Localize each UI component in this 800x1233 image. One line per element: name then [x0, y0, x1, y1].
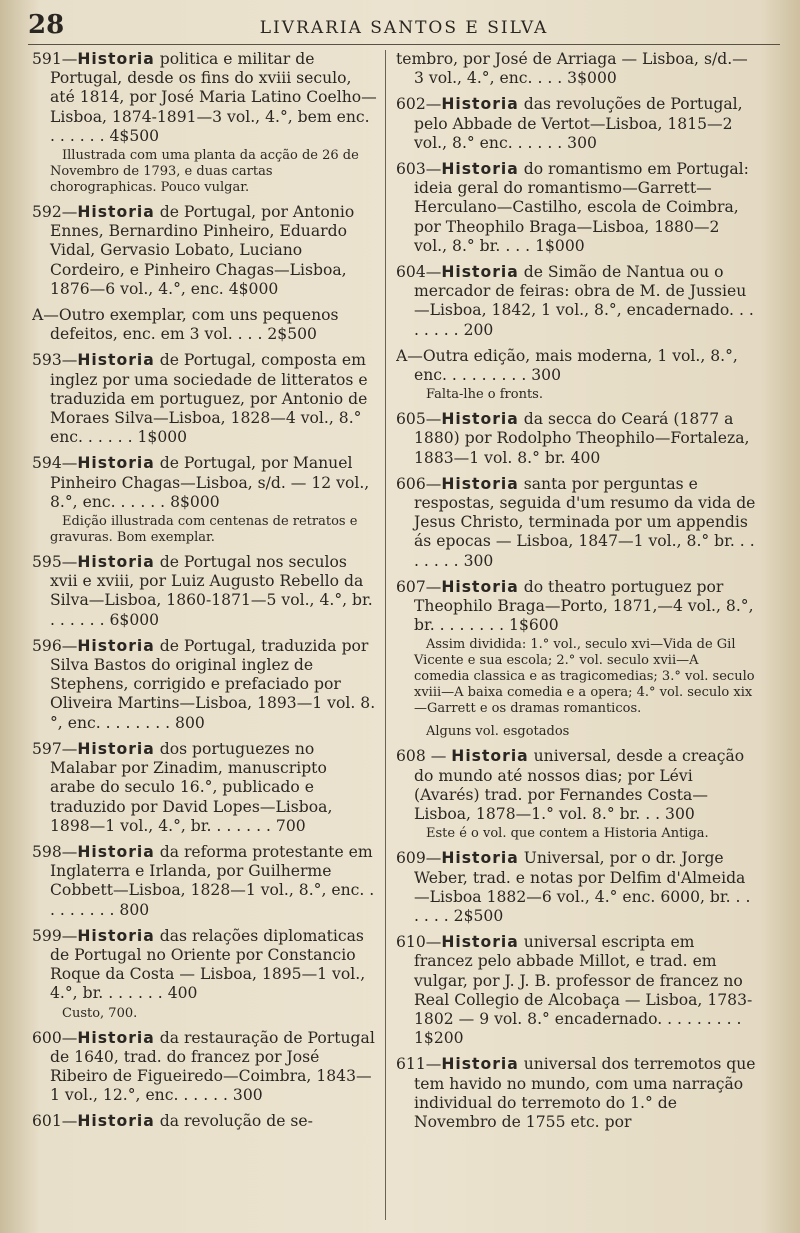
- running-title: LIVRARIA SANTOS E SILVA: [259, 18, 549, 38]
- entry-note: Assim dividida: 1.° vol., seculo xvi—Vida de Gil Vicente e sua escola; 2.° vol. seculo xvii—A comedia classica e as tragicomedias; 3.° vol. seculo xviii—A baixa comedia e a opera; 4.° vol. seculo xix—Garrett e os dramas romanticos.: [414, 637, 755, 717]
- entry-number: 599—: [32, 926, 78, 945]
- entry-number: 601—: [32, 1112, 78, 1131]
- entry-heading: Historia: [77, 553, 155, 572]
- catalog-entry: [396, 578, 756, 718]
- page-number: 28: [28, 10, 65, 40]
- entry-heading: Historia: [441, 1055, 519, 1074]
- entry-heading: Historia: [441, 95, 519, 114]
- entry-heading: Historia: [77, 351, 155, 370]
- entry-number: 594—: [32, 454, 78, 473]
- entry-number: 596—: [32, 636, 78, 655]
- entry-description: de Portugal, por Manuel Pinheiro Chagas—Lisboa, s/d. — 12 vol., 8.°, enc. . . . . . 8$000: [50, 454, 370, 511]
- entry-number: 607—: [396, 577, 442, 596]
- entry-number: 604—: [396, 263, 442, 282]
- catalog-entry: [396, 50, 756, 88]
- entry-number: 610—: [396, 933, 442, 952]
- entry-description: politica e militar de Portugal, desde os fins do xviii seculo, até 1814, por José Maria Latino Coelho—Lisboa, 1874-1891—3 vol., 4.°, bem enc. . . . . . . 4$500: [50, 50, 377, 145]
- catalog-entry: [396, 347, 756, 403]
- entry-note: Alguns vol. esgotados: [426, 724, 570, 740]
- page-header: [28, 8, 780, 45]
- entry-note: Falta-lhe o fronts.: [426, 387, 543, 403]
- entry-description: da reforma protestante em Inglaterra e Irlanda, por Guilherme Cobbett—Lisboa, 1828—1 vol., 8.°, enc. . . . . . . . . 800: [50, 842, 375, 919]
- entry-description: de Portugal nos seculos xvii e xviii, por Luiz Augusto Rebello da Silva—Lisboa, 1860-1871—5 vol., 4.°, br. . . . . . . 6$000: [50, 553, 373, 629]
- entry-description: de Simão de Nantua ou o mercador de feiras: obra de M. de Jussieu—Lisboa, 1842, 1 vol., 8.°, encadernado. . . . . . . . 200: [414, 263, 754, 339]
- right-column: [396, 50, 756, 1220]
- entry-description: Outra edição, mais moderna, 1 vol., 8.°, enc. . . . . . . . . 300: [414, 346, 738, 385]
- entry-heading: Historia: [77, 636, 155, 655]
- entry-heading: Historia: [441, 410, 519, 429]
- entry-note: Illustrada com uma planta da acção de 26 de Novembro de 1793, e duas cartas chorographicas. Pouco vulgar.: [50, 148, 359, 196]
- entry-heading: Historia: [441, 263, 519, 282]
- entry-description: das relações diplomaticas de Portugal no Oriente por Constancio Roque da Costa — Lisboa, 1895—1 vol., 4.°, br. . . . . . . 400: [50, 926, 366, 1003]
- entry-heading: Historia: [441, 933, 519, 952]
- entry-description: da restauração de Portugal de 1640, trad. do francez por José Ribeiro de Figueiredo—Coimbra, 1843—1 vol., 12.°, enc. . . . . . 300: [50, 1028, 375, 1105]
- catalog-entry: [32, 927, 377, 1022]
- catalog-entry: [396, 160, 756, 256]
- entry-note: Este é o vol. que contem a Historia Antiga.: [426, 826, 709, 842]
- catalog-entry: [32, 203, 377, 299]
- entry-description: de Portugal, composta em inglez por uma sociedade de litteratos e traduzida em portuguez, por Antonio de Moraes Silva—Lisboa, 1828—4 vol., 8.° enc. . . . . . 1$000: [50, 351, 368, 447]
- entry-heading: Historia: [77, 1028, 155, 1047]
- entry-heading: Historia: [77, 1112, 155, 1131]
- entry-number: 606—: [396, 474, 442, 493]
- entry-number: 603—: [396, 160, 442, 179]
- entry-number: 600—: [32, 1028, 78, 1047]
- entry-description: do theatro portuguez por Theophilo Braga—Porto, 1871,—4 vol., 8.°, br. . . . . . . . 1$600: [414, 577, 754, 635]
- entry-description: de Portugal, por Antonio Ennes, Bernardino Pinheiro, Eduardo Vidal, Gervasio Lobato, Luciano Cordeiro, e Pinheiro Chagas—Lisboa, 1876—6 vol., 4.°, enc. 4$000: [50, 203, 355, 298]
- entry-number: 609—: [396, 849, 442, 868]
- entry-number: A—: [396, 346, 423, 365]
- entry-description: de Portugal, traduzida por Silva Bastos do original inglez de Stephens, corrigido e prefaciado por Oliveira Martins—Lisboa, 1893—1 vol. 8.°, enc. . . . . . . . 800: [50, 636, 376, 732]
- entry-description: universal escripta em francez pelo abbade Millot, e trad. em vulgar, por J. J. B. professor de francez no Real Collegio de Alcobaça — Lisboa, 1783-1802 — 9 vol. 8.° encadernado. . . . . . . . . 1$200: [414, 933, 753, 1048]
- entry-number: 593—: [32, 351, 78, 370]
- entry-number: 602—: [396, 95, 442, 114]
- entry-heading: Historia: [451, 747, 529, 766]
- entry-heading: Historia: [77, 203, 155, 222]
- entry-description: dos portuguezes no Malabar por Zinadim, manuscripto arabe do seculo 16.°, publicado e traduzido por David Lopes—Lisboa, 1898—1 vol., 4.°, br. . . . . . . 700: [50, 739, 333, 835]
- catalog-entry: [32, 50, 377, 196]
- entry-number: 597—: [32, 739, 78, 758]
- catalog-entry: [396, 747, 756, 842]
- entry-number: 611—: [396, 1055, 442, 1074]
- entry-number: 605—: [396, 410, 442, 429]
- entry-number: A—: [32, 306, 59, 325]
- entry-number: 592—: [32, 203, 78, 222]
- catalog-entry: [396, 410, 756, 468]
- entry-number: 598—: [32, 842, 78, 861]
- catalog-entry: [396, 263, 756, 340]
- catalog-entry: [32, 740, 377, 836]
- entry-note: Edição illustrada com centenas de retratos e gravuras. Bom exemplar.: [50, 514, 358, 546]
- catalog-entry: [396, 933, 756, 1048]
- entry-description: Outro exemplar, com uns pequenos defeitos, enc. em 3 vol. . . . 2$500: [50, 306, 339, 344]
- entry-heading: Historia: [77, 842, 155, 861]
- catalog-entry: [396, 95, 756, 153]
- entry-heading: Historia: [441, 849, 519, 868]
- entry-description: da revolução de se-: [154, 1112, 313, 1131]
- entry-number: 595—: [32, 553, 78, 572]
- catalog-entry: [32, 454, 377, 546]
- entry-number: 608 —: [396, 747, 452, 766]
- entry-heading: Historia: [441, 474, 519, 493]
- entry-description: do romantismo em Portugal: ideia geral do romantismo—Garrett—Herculano—Castilho, escola de Coimbra, por Theophilo Braga—Lisboa, 1880—2 vol., 8.° br. . . . 1$000: [414, 160, 749, 255]
- entry-heading: Historia: [77, 739, 155, 758]
- catalog-entry: [32, 351, 377, 447]
- entry-description: tembro, por José de Arriaga — Lisboa, s/d.—3 vol., 4.°, enc. . . . 3$000: [396, 50, 748, 88]
- catalog-entry: [32, 1029, 377, 1106]
- entry-description: Universal, por o dr. Jorge Weber, trad. e notas por Delfim d'Almeida—Lisboa 1882—6 vol., 4.° enc. 6000, br. . . . . . . 2$500: [414, 849, 751, 925]
- catalog-entry: [396, 475, 756, 571]
- catalog-entry: [32, 637, 377, 733]
- entry-note: Custo, 700.: [62, 1005, 138, 1021]
- entry-heading: Historia: [77, 50, 155, 68]
- entry-heading: Historia: [441, 577, 519, 596]
- catalog-entry: [32, 1112, 377, 1131]
- catalog-entry: [396, 1055, 756, 1132]
- entry-heading: Historia: [441, 160, 519, 179]
- entry-number: 591—: [32, 50, 78, 68]
- catalog-entry: [32, 843, 377, 920]
- entry-heading: Historia: [77, 454, 155, 473]
- entry-description: universal, desde a creação do mundo até nossos dias; por Lévi (Avarés) trad. por Fernandes Costa—Lisboa, 1878—1.° vol. 8.° br. . . 300: [414, 747, 745, 824]
- entry-description: santa por perguntas e respostas, seguida d'um resumo da vida de Jesus Christo, terminada por um appendis ás epocas — Lisboa, 1847—1 vol., 8.° br. . . . . . . . 300: [414, 474, 756, 570]
- entry-heading: Historia: [77, 926, 155, 945]
- catalog-entry: [32, 553, 377, 630]
- left-column: [32, 50, 386, 1220]
- catalog-entry: [32, 306, 377, 344]
- entry-description: das revoluções de Portugal, pelo Abbade de Vertot—Lisboa, 1815—2 vol., 8.° enc. . . . . . 300: [414, 95, 743, 152]
- entry-description: da secca do Ceará (1877 a 1880) por Rodolpho Theophilo—Fortaleza, 1883—1 vol. 8.° br. 400: [414, 410, 750, 467]
- entry-description: universal dos terremotos que tem havido no mundo, com uma narração individual do terremoto do 1.° de Novembro de 1755 etc. por: [414, 1055, 756, 1131]
- catalog-entry: [396, 849, 756, 926]
- catalog-entry: [396, 724, 756, 740]
